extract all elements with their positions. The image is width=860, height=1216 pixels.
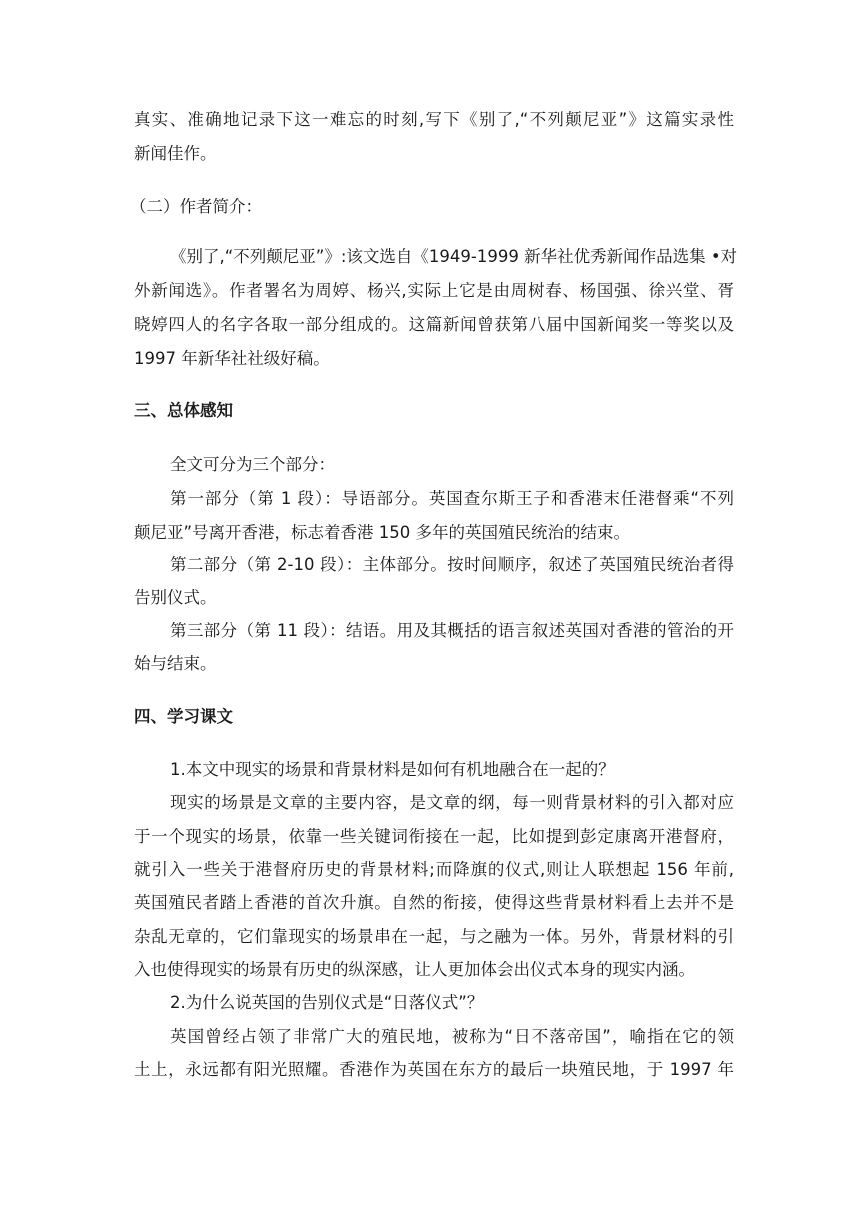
author-section-heading: （二）作者简介：	[130, 197, 262, 216]
section-heading: 三、总体感知	[134, 401, 233, 420]
intro-line: 真实、准确地记录下这一难忘的时刻,写下《别了,“不列颠尼亚”》这篇实录性	[134, 110, 734, 129]
paragraph-line: 1997 年新华社社级好稿。	[134, 349, 330, 368]
paragraph-line: 英国曾经占领了非常广大的殖民地，被称为“日不落帝国”，喻指在它的领	[170, 1027, 734, 1046]
question: 1.本文中现实的场景和背景材料是如何有机地融合在一起的？	[170, 760, 615, 779]
intro-line: 新闻佳作。	[134, 144, 217, 163]
paragraph-line: 第二部分（第 2-10 段）：主体部分。按时间顺序，叙述了英国殖民统治者得	[170, 555, 734, 574]
section-intro: 全文可分为三个部分：	[170, 455, 335, 474]
paragraph-line: 外新闻选》。作者署名为周婷、杨兴,实际上它是由周树春、杨国强、徐兴堂、胥	[134, 281, 734, 300]
paragraph-line: 始与结束。	[134, 654, 217, 673]
paragraph-line: 现实的场景是文章的主要内容，是文章的纲，每一则背景材料的引入都对应	[170, 793, 734, 812]
paragraph-line: 晓婷四人的名字各取一部分组成的。这篇新闻曾获第八届中国新闻奖一等奖以及	[134, 315, 734, 334]
paragraph-line: 第三部分（第 11 段）：结语。用及其概括的语言叙述英国对香港的管治的开	[170, 621, 734, 640]
paragraph-line: 《别了,“不列颠尼亚”》:该文选自《1949-1999 新华社优秀新闻作品选集 •对	[170, 247, 738, 266]
paragraph-line: 第一部分（第 1 段）：导语部分。英国查尔斯王子和香港末任港督乘“不列	[170, 489, 734, 508]
paragraph-line: 告别仪式。	[134, 588, 217, 607]
paragraph-line: 颠尼亚”号离开香港，标志着香港 150 多年的英国殖民统治的结束。	[134, 523, 631, 542]
paragraph-line: 杂乱无章的，它们靠现实的场景串在一起，与之融为一体。另外，背景材料的引	[134, 927, 734, 946]
section-heading: 四、学习课文	[134, 707, 233, 726]
paragraph-line: 于一个现实的场景，依靠一些关键词衔接在一起，比如提到彭定康离开港督府，	[134, 827, 734, 846]
paragraph-line: 英国殖民者踏上香港的首次升旗。自然的衔接，使得这些背景材料看上去并不是	[134, 893, 734, 912]
question: 2.为什么说英国的告别仪式是“日落仪式”？	[170, 993, 484, 1012]
paragraph-line: 入也使得现实的场景有历史的纵深感，让人更加体会出仪式本身的现实内涵。	[134, 960, 695, 979]
paragraph-line: 土上，永远都有阳光照耀。香港作为英国在东方的最后一块殖民地，于 1997 年	[134, 1060, 734, 1079]
paragraph-line: 就引入一些关于港督府历史的背景材料;而降旗的仪式,则让人联想起 156 年前,	[134, 860, 734, 879]
